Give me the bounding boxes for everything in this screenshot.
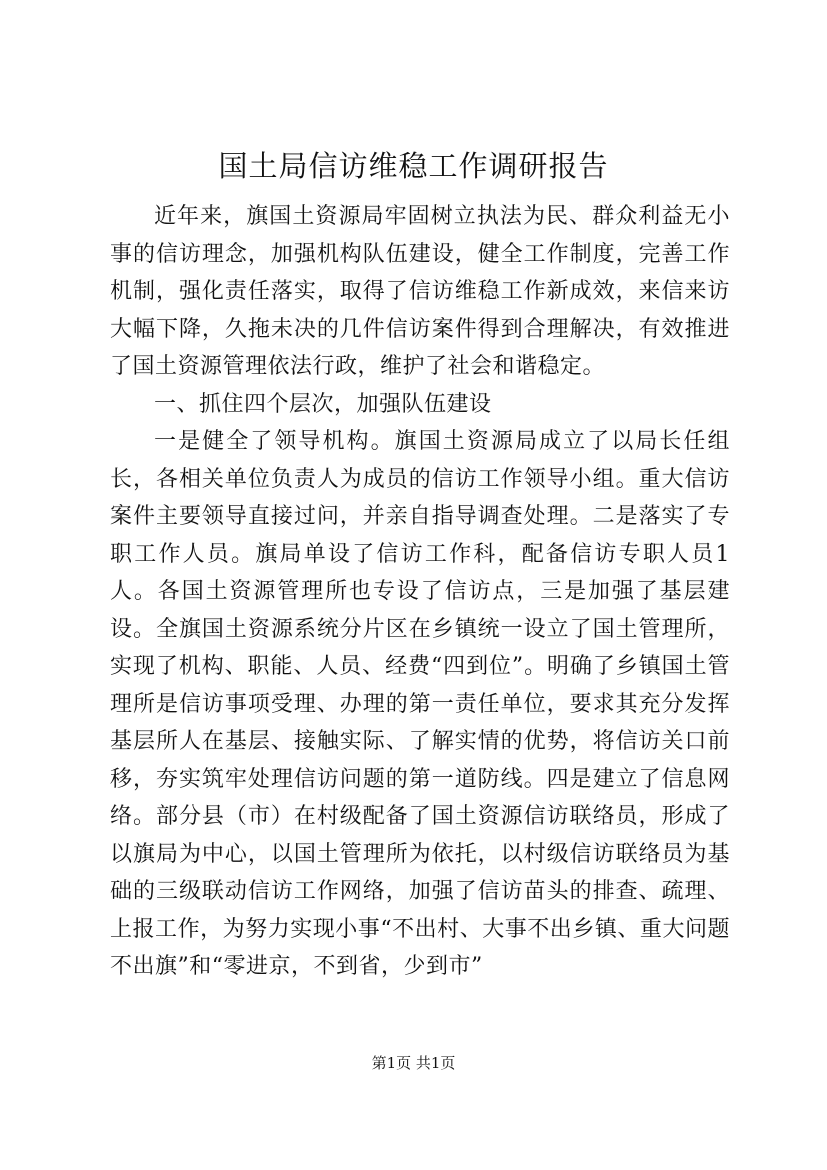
document-title: 国土局信访维稳工作调研报告 (218, 149, 609, 183)
paragraph-intro: 近年来，旗国土资源局牢固树立执法为民、群众利益无小事的信访理念，加强机构队伍建设，健全工作制度，完善工作机制，强化责任落实，取得了信访维稳工作新成效，来信来访大幅下降，久拖未决的几件信访案件得到合理解决，有效推进了国土资源管理依法行政，维护了社会和谐稳定。 (110, 204, 730, 379)
document-body (110, 198, 730, 986)
page-footer: 第1页 共1页 (371, 1054, 456, 1072)
section-heading: 一、抓住四个层次，加强队伍建设 (154, 391, 492, 417)
paragraph-section-one: 一是健全了领导机构。旗国土资源局成立了以局长任组长，各相关单位负责人为成员的信访工作领导小组。重大信访案件主要领导直接过问，并亲自指导调查处理。二是落实了专职工作人员。旗局单设了信访工作科，配备信访专职人员1人。各国土资源管理所也专设了信访点，三是加强了基层建设。全旗国土资源系统分片区在乡镇统一设立了国土管理所，实现了机构、职能、人员、经费“四到位”。明确了乡镇国土管理所是信访事项受理、办理的第一责任单位，要求其充分发挥基层所人在基层、接触实际、了解实情的优势，将信访关口前移，夯实筑牢处理信访问题的第一道防线。四是建立了信息网络。部分县（市）在村级配备了国土资源信访联络员，形成了以旗局为中心，以国土管理所为依托，以村级信访联络员为基础的三级联动信访工作网络，加强了信访苗头的排查、疏理、上报工作，为努力实现小事“不出村、大事不出乡镇、重大问题不出旗”和“零进京，不到省，少到市” (110, 429, 730, 979)
